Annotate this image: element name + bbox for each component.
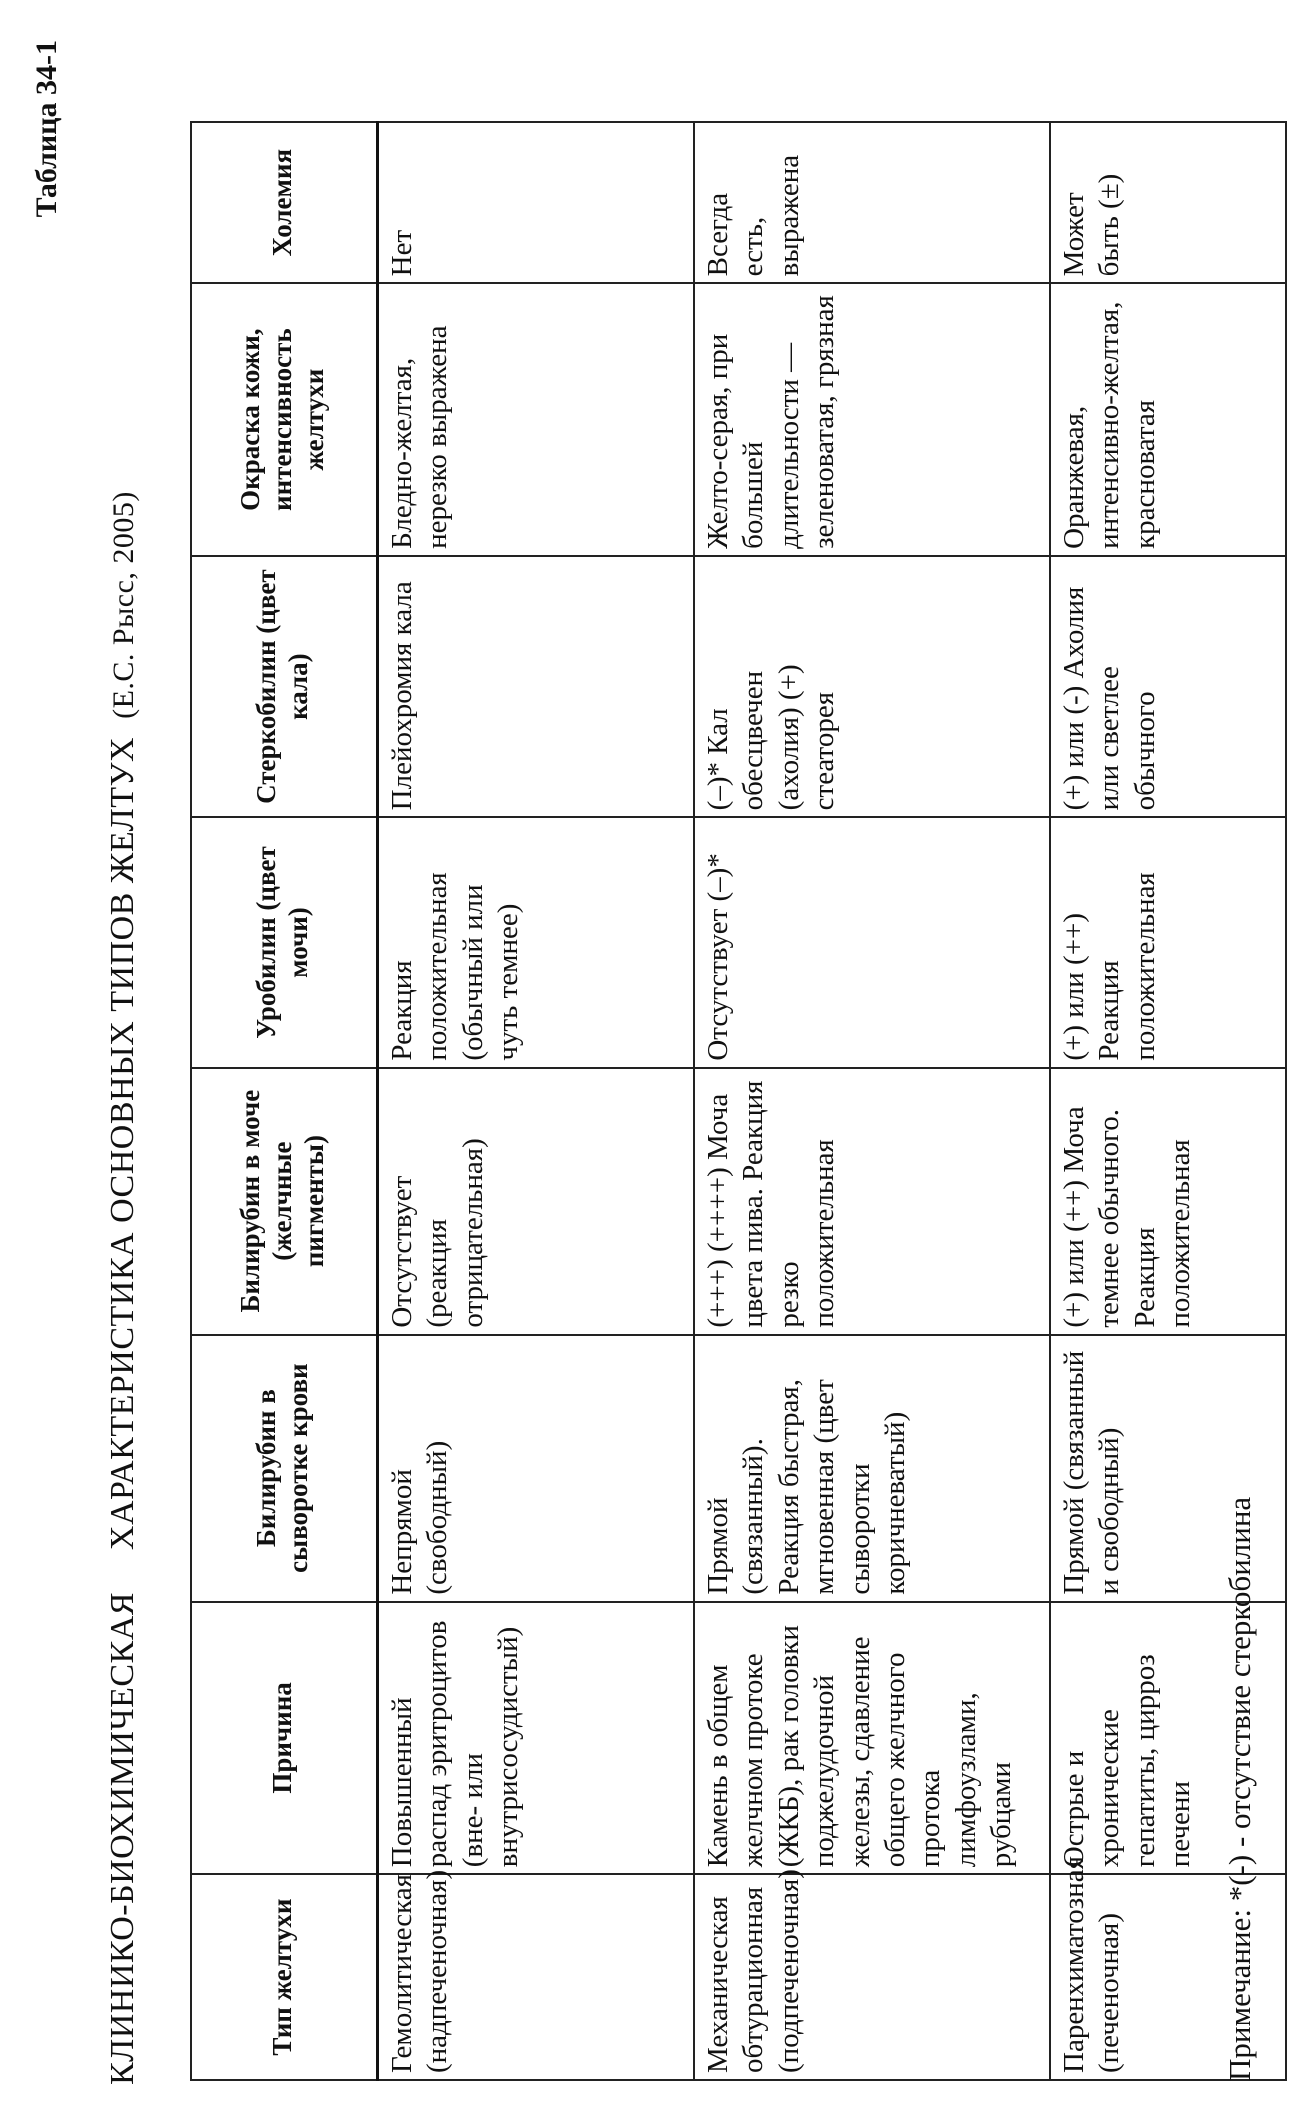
header-stercobilin: Стеркобилин (цвет кала) <box>191 556 378 817</box>
table-number: Таблица 34-1 <box>30 40 63 218</box>
cell-urine-bilirubin: (+++) (++++) Моча цвета пива. Реакция резко положительная <box>694 1068 1050 1335</box>
table-note: Примечание: *(-) - отсутствие стеркобилина <box>1222 1496 1257 2081</box>
cell-stercobilin: (+) или (-) Ахолия или светлее обычного <box>1050 556 1286 817</box>
cell-serum-bilirubin: Прямой (связанный и свободный) <box>1050 1335 1286 1602</box>
cell-type: Механическая обтурационная (подпеченочная) <box>694 1874 1050 2080</box>
header-cause: Причина <box>191 1602 378 1875</box>
cell-cholemia: Нет <box>378 122 695 283</box>
header-row <box>191 122 378 2080</box>
cell-serum-bilirubin: Прямой (связанный). Реакция быстрая, мгновенная (цвет сыворотки коричневатый) <box>694 1335 1050 1602</box>
jaundice-table <box>190 121 1287 2081</box>
title-author: (Е.С. Рысс, 2005) <box>107 491 140 719</box>
header-skin: Окраска кожи, интенсивность желтухи <box>191 283 378 556</box>
header-serum-bilirubin: Билирубин в сыворотке крови <box>191 1335 378 1602</box>
cell-skin: Оранжевая, интенсивно-желтая, красноватая <box>1050 283 1286 556</box>
header-cholemia: Холемия <box>191 122 378 283</box>
cell-urine-bilirubin: Отсутствует (реакция отрицательная) <box>378 1068 695 1335</box>
cell-cause: Острые и хронические гепатиты, цирроз печени <box>1050 1602 1286 1875</box>
cell-urobilin: Отсутствует (–)* <box>694 817 1050 1067</box>
cell-skin: Бледно-желтая, нерезко выражена <box>378 283 695 556</box>
cell-urobilin: Реакция положительная (обычный или чуть темнее) <box>378 817 695 1067</box>
table-row <box>378 122 695 2080</box>
title-part-2: ХАРАКТЕРИСТИКА ОСНОВНЫХ ТИПОВ ЖЕЛТУХ <box>104 736 141 1551</box>
table-row <box>694 122 1050 2080</box>
cell-type: Паренхиматозная (печеночная) <box>1050 1874 1286 2080</box>
cell-urine-bilirubin: (+) или (++) Моча темнее обычного. Реакция положительная <box>1050 1068 1286 1335</box>
cell-urobilin: (+) или (++) Реакция положительная <box>1050 817 1286 1067</box>
cell-stercobilin: Плейохромия кала <box>378 556 695 817</box>
cell-cause: Камень в общем желчном протоке (ЖКБ), рак головки поджелудочной железы, сдавление общего желчного протока лимфоузлами, рубцами <box>694 1602 1050 1875</box>
cell-cholemia: Может быть (±) <box>1050 122 1286 283</box>
cell-cholemia: Всегда есть, выражена <box>694 122 1050 283</box>
cell-serum-bilirubin: Непрямой (свободный) <box>378 1335 695 1602</box>
title-part-1: КЛИНИКО-БИОХИМИЧЕСКАЯ <box>104 1592 141 2085</box>
table-title <box>104 35 142 2085</box>
cell-skin: Желто-серая, при большей длительности — зеленоватая, грязная <box>694 283 1050 556</box>
header-urine-bilirubin: Билирубин в моче (желчные пигменты) <box>191 1068 378 1335</box>
cell-type: Гемолитическая (надпеченочная) <box>378 1874 695 2080</box>
header-type: Тип желтухи <box>191 1874 378 2080</box>
cell-cause: Повышенный распад эритроцитов (вне- или внутрисосудистый) <box>378 1602 695 1875</box>
cell-stercobilin: (–)* Кал обесцвечен (ахолия) (+) стеаторея <box>694 556 1050 817</box>
header-urobilin: Уробилин (цвет мочи) <box>191 817 378 1067</box>
